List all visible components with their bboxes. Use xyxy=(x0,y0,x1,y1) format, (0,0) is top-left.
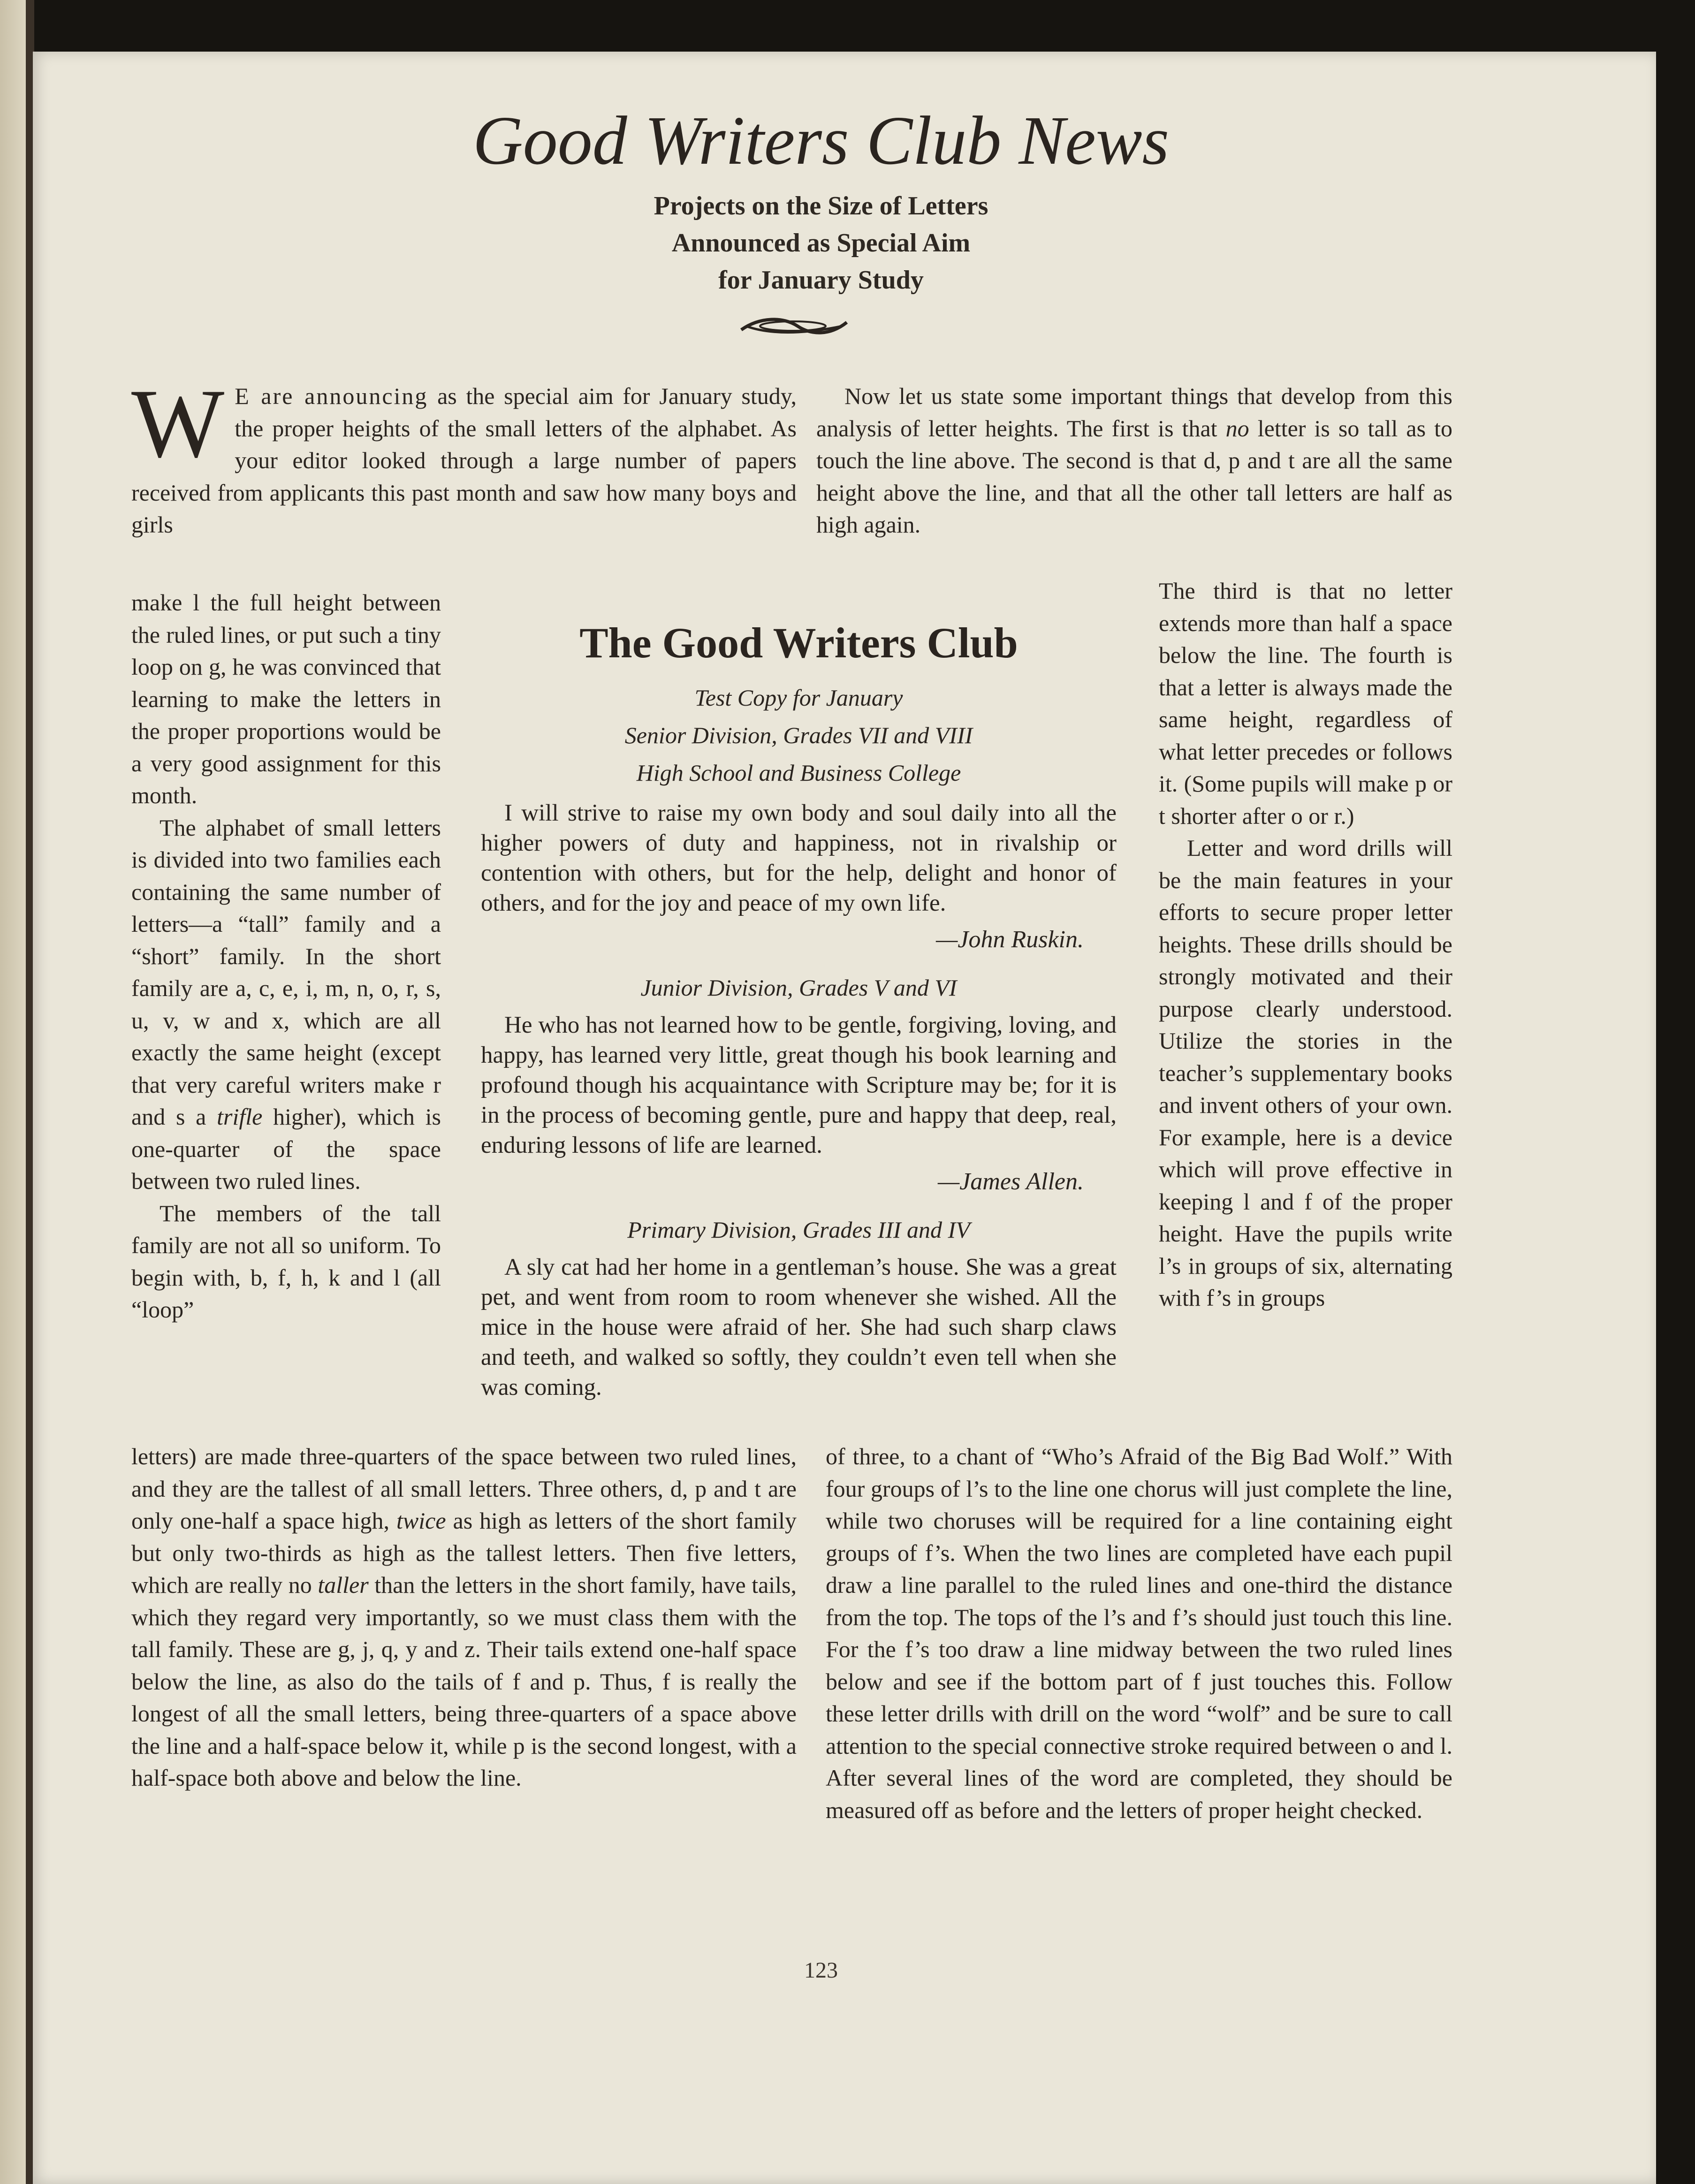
right-top-column xyxy=(816,380,1452,541)
senior-subtitle: High School and Business College xyxy=(636,760,961,786)
left-narrow-column xyxy=(131,586,441,1326)
subheadline xyxy=(488,188,1154,299)
left-para-1: make l the full height between the ruled lines, or put such a tiny loop on g, he was convinced that learning to make the letters in the proper proportions would be a very good assignment for this month. xyxy=(131,589,441,808)
masthead-title: Good Writers Club News xyxy=(472,102,1170,179)
emphasis-taller: taller xyxy=(318,1572,369,1598)
left-para-3: The members of the tall family are not all so uniform. To begin with, b, f, h, k and l (all “loop” xyxy=(131,1200,441,1323)
subhead-line-3: for January Study xyxy=(718,266,924,295)
drop-cap: W xyxy=(131,369,225,478)
left-bottom-a: letters) are made three-quarters of the space between two ruled lines, and they are the tallest of all small letters. Three others, d, p and t are only one-half a space high, xyxy=(131,1443,797,1534)
page-number: 123 xyxy=(804,1958,838,1983)
right-narrow-column xyxy=(1159,575,1452,1314)
left-bottom-para xyxy=(131,1440,797,1794)
emphasis-trifle: trifle xyxy=(217,1103,263,1130)
emphasis-no: no xyxy=(1225,415,1249,441)
subhead-line-2: Announced as Special Aim xyxy=(671,228,971,258)
left-bottom-column xyxy=(131,1440,797,1794)
decorative-ornament-icon xyxy=(732,312,854,340)
emphasis-twice: twice xyxy=(396,1507,446,1534)
senior-division-heading: Senior Division, Grades VII and VIII xyxy=(624,722,973,748)
club-box-title: The Good Writers Club xyxy=(579,619,1018,667)
right-para-1: The third is that no letter extends more than half a space below the line. The fourth is that a letter is always made the same height, regardless of what letter precedes or follows it. (Some pupils will make p or t shorter after o or r.) xyxy=(1159,578,1452,829)
left-para-2-text: The alphabet of small letters is divided into two families each containing the same number of letters—a “tall” family and a “short” family. In the short family are a, c, e, i, m, n, o, r, s, u, v, w and x, which are all exactly the same height (except that very careful writers make r and s a xyxy=(131,814,441,1130)
intro-lead: E are announcing xyxy=(235,383,428,409)
subhead-line-1: Projects on the Size of Letters xyxy=(654,191,988,221)
right-top-a: Now let us state some important things that develop from this analysis of letter heights. The first is that xyxy=(816,383,1452,441)
primary-division-heading: Primary Division, Grades III and IV xyxy=(627,1217,970,1243)
left-bottom-c: than the letters in the short family, have tails, which they regard very importantly, so we must class them with the tall family. These are g, j, q, y and z. Their tails extend one-half space below the line, as also do the tails of f and p. Thus, f is really the longest of all the small letters, being three-quarters of a space above the line and a half-space below it, while p is the second longest, with a half-space both above and below the line. xyxy=(131,1572,797,1791)
junior-text: He who has not learned how to be gentle, forgiving, loving, and happy, has learned very little, great though his book learning and profound though his acquaintance with Scripture may be; for it is in the process of becoming gentle, pure and happy that deep, real, enduring lessons of life are learned. xyxy=(481,1012,1117,1158)
left-para-2 xyxy=(131,812,441,1197)
senior-attribution: —John Ruskin. xyxy=(936,926,1084,953)
test-copy-heading: Test Copy for January xyxy=(694,685,903,711)
right-para-2: Letter and word drills will be the main features in your efforts to secure proper letter heights. These drills should be strongly motivated and their purpose clearly understood. Utilize the stories in the teacher’s supplementary books and invent others of your own. For example, here is a device which will prove effective in keeping l and f of the proper height. Have the pupils write l’s in groups of six, alternating with f’s in groups xyxy=(1159,835,1452,1311)
intro-paragraph xyxy=(131,369,797,541)
left-bottom-b: as high as letters of the short family but only two-thirds as high as the tallest letters. Then five letters, which are really no xyxy=(131,1507,797,1598)
junior-division-heading: Junior Division, Grades V and VI xyxy=(640,974,957,1001)
right-top-para xyxy=(816,380,1452,541)
intro-text: as the special aim for January study, the proper heights of the small letters of the alphabet. As your editor looked through a large number of papers received from applicants this past month and saw how many boys and girls xyxy=(131,383,797,538)
primary-text: A sly cat had her home in a gentleman’s house. She was a great pet, and went from room to room whenever she wished. All the mice in the house were afraid of her. She had such sharp claws and teeth, and walked so softly, they couldn’t even tell when she was coming. xyxy=(481,1254,1117,1400)
left-para-2-end: higher), which is one-quarter of the space between two ruled lines. xyxy=(131,1103,441,1194)
senior-text: I will strive to raise my own body and soul daily into all the higher powers of duty and happiness, not in rivalship or contention with others, but for the help, delight and honor of others, and for the joy and peace of my own life. xyxy=(481,800,1117,916)
junior-attribution: —James Allen. xyxy=(938,1168,1084,1195)
right-top-b: letter is so tall as to touch the line above. The second is that d, p and t are all the same height above the line, and that all the other tall letters are half as high again. xyxy=(816,415,1453,538)
club-test-copy-box xyxy=(481,617,1117,1402)
right-bottom-column xyxy=(826,1440,1452,1826)
right-bottom-para: of three, to a chant of “Who’s Afraid of the Big Bad Wolf.” With four groups of l’s to the line one chorus will just complete the line, while two choruses will be required for a line containing eight groups of f’s. When the two lines are completed have each pupil draw a line parallel to the ruled lines and one-third the distance from the top. The tops of the l’s and f’s should just touch this line. For the f’s too draw a line midway between the two ruled lines below and see if the bottom part of f just touches this. Follow these letter drills with drill on the word “wolf” and be sure to call attention to the special connective stroke required between o and l. After several lines of the word are completed, they should be measured off as before and the letters of proper height checked. xyxy=(826,1443,1452,1823)
